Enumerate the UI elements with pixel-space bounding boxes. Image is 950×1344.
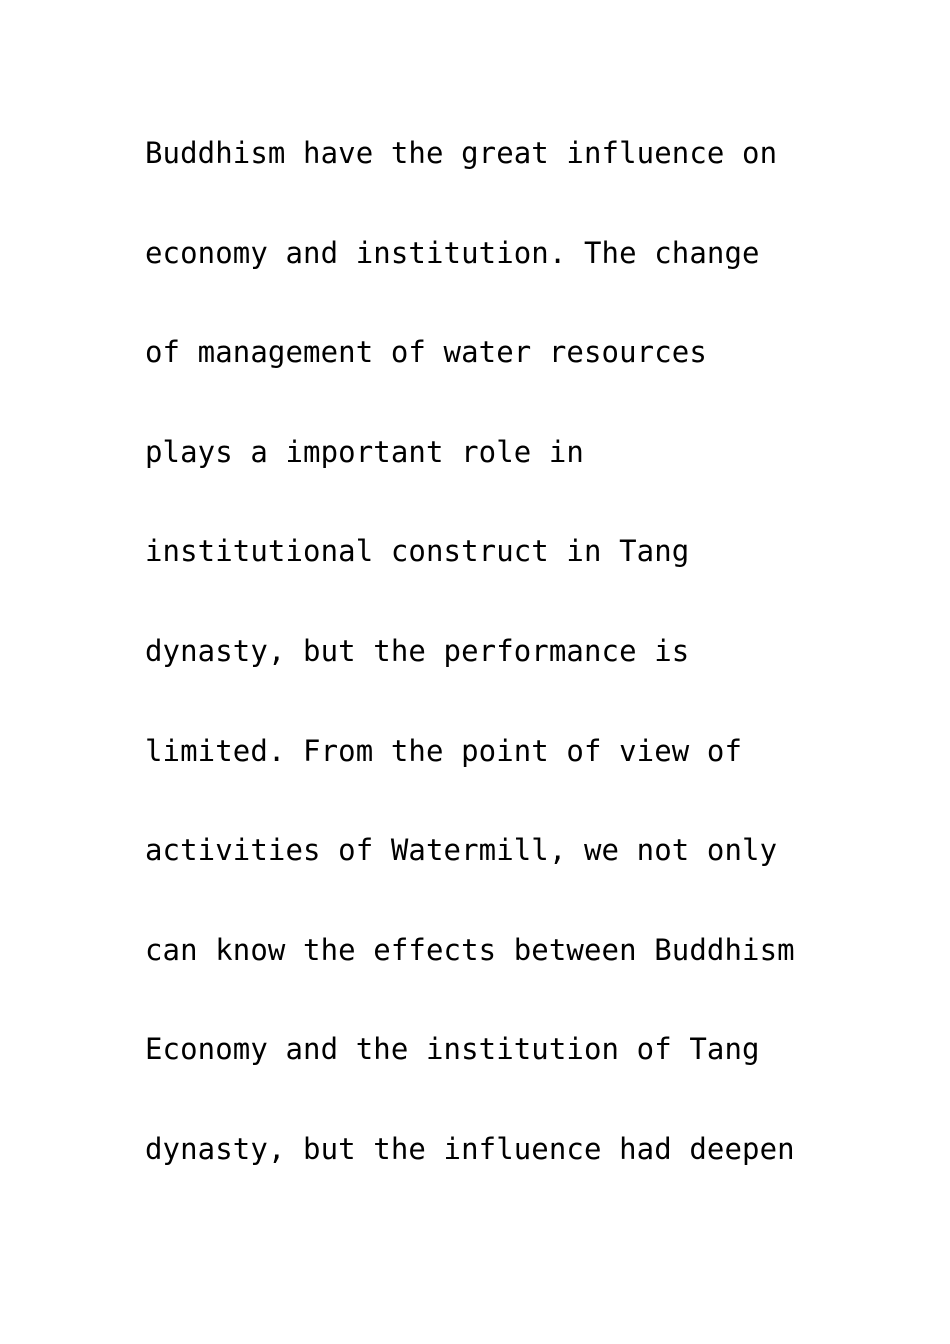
text-line: dynasty, but the performance is — [145, 633, 690, 668]
text-line: limited. From the point of view of — [145, 733, 743, 768]
text-line: Buddhism have the great influence on — [145, 136, 778, 170]
text-line: activities of Watermill, we not only — [145, 833, 778, 868]
text-line: plays a important role in — [145, 434, 584, 469]
text-line: economy and institution. The change — [145, 235, 760, 270]
text-line: institutional construct in Tang — [145, 534, 690, 569]
text-line: of management of water resources — [145, 335, 707, 370]
text-line: Economy and the institution of Tang — [145, 1032, 760, 1067]
body-paragraph — [145, 128, 845, 1224]
text-line: dynasty, but the influence had deepen — [145, 1131, 795, 1166]
text-line: can know the effects between Buddhism — [145, 932, 795, 967]
